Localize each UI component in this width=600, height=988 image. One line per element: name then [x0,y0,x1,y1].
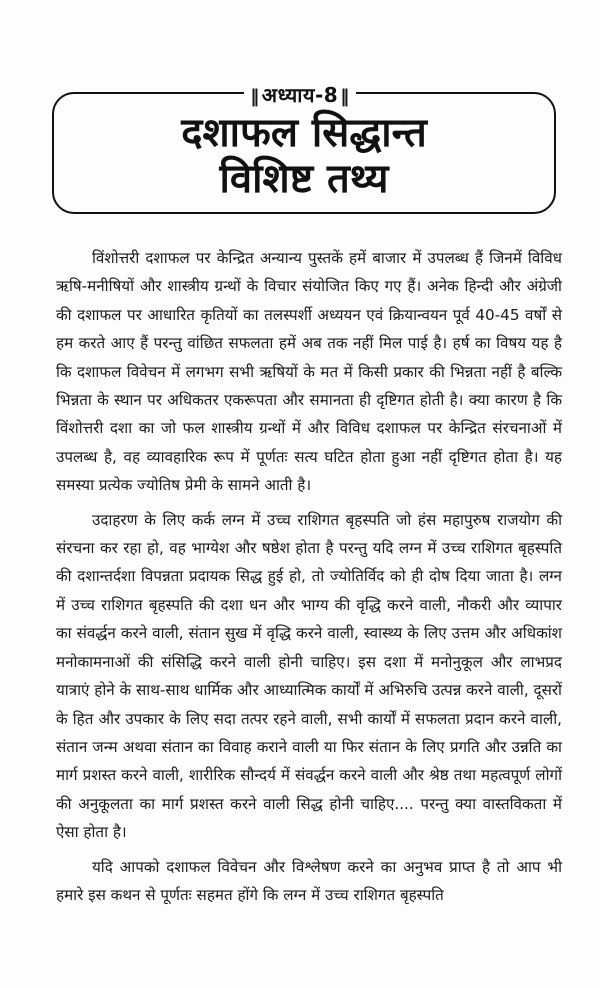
body-text [56,244,562,915]
chapter-title [52,110,556,202]
chapter-number: अध्याय-8 [261,83,339,107]
chapter-label [244,82,355,110]
ornament-bars-right: ‖ [340,86,350,107]
chapter-label-wrap [0,82,600,108]
chapter-title-line-2: विशिष्ट तथ्य [219,156,389,202]
ornament-bars-left: ‖ [250,86,260,107]
paragraph-3: यदि आपको दशाफल विवेचन और विश्लेषण करने का अनुभव प्राप्त है तो आप भी हमारे इस कथन से पूर्णतः सहमत होंगे कि लग्न में उच्च राशिगत बृहस्पति [56,857,562,904]
paragraph-1: विंशोत्तरी दशाफल पर केन्द्रित अन्यान्य पुस्तकें हमें बाजार में उपलब्ध हैं जिनमें विविध ऋषि-मनीषियों और शास्त्रीय ग्रन्थों के विचार संयोजित किए गए हैं। अनेक हिन्दी और अंग्रेजी की दशाफल पर आधारित कृतियों का तलस्पर्शी अध्ययन एवं क्रियान्वयन पूर्व 40-45 वर्षों से हम करते आए हैं परन्तु वांछित सफलता हमें अब तक नहीं मिल पाई है। हर्ष का विषय यह है कि दशाफल विवेचन में लगभग सभी ऋषियों के मत में किसी प्रकार की भिन्नता नहीं है बल्कि भिन्नता के स्थान पर अधिकतर एकरूपता और समानता ही दृष्टिगत होती है। क्या कारण है कि विंशोत्तरी दशा का जो फल शास्त्रीय ग्रन्थों में और विविध दशाफल पर केन्द्रित संरचनाओं में उपलब्ध है, वह व्यावहारिक रूप में पूर्णतः सत्य घटित होता हुआ नहीं दृष्टिगत होता है। यह समस्या प्रत्येक ज्योतिष प्रेमी के सामने आती है। [56,249,562,495]
chapter-title-line-1: दशाफल सिद्धान्त [181,110,427,156]
paragraph-2: उदाहरण के लिए कर्क लग्न में उच्च राशिगत बृहस्पति जो हंस महापुरुष राजयोग की संरचना कर रहा हो, वह भाग्येश और षष्ठेश होता है परन्तु यदि लग्न में उच्च राशिगत बृहस्पति की दशान्तर्दशा विपन्नता प्रदायक सिद्ध हुई हो, तो ज्योतिर्विद को ही दोष दिया जाता है। लग्न में उच्च राशिगत बृहस्पति की दशा धन और भाग्य की वृद्धि करने वाली, नौकरी और व्यापार का संवर्द्धन करने वाली, संतान सुख में वृद्धि करने वाली, स्वास्थ्य के लिए उत्तम और अधिकांश मनोकामनाओं की संसिद्धि करने वाली होनी चाहिए। इस दशा में मनोनुकूल और लाभप्रद यात्राएं होने के साथ-साथ धार्मिक और आध्यात्मिक कार्यों में अभिरुचि उत्पन्न करने वाली, दूसरों के हित और उपकार के लिए सदा तत्पर रहने वाली, सभी कार्यों में सफलता प्रदान करने वाली, संतान जन्म अथवा संतान का विवाह कराने वाली या फिर संतान के लिए प्रगति और उन्नति का मार्ग प्रशस्त करने वाली, शारीरिक सौन्दर्य में संवर्द्धन करने वाली और श्रेष्ठ तथा महत्वपूर्ण लोगों की अनुकूलता का मार्ग प्रशस्त करने वाली सिद्ध होनी चाहिए.... परन्तु क्या वास्तविकता में ऐसा होता है। [56,510,562,842]
